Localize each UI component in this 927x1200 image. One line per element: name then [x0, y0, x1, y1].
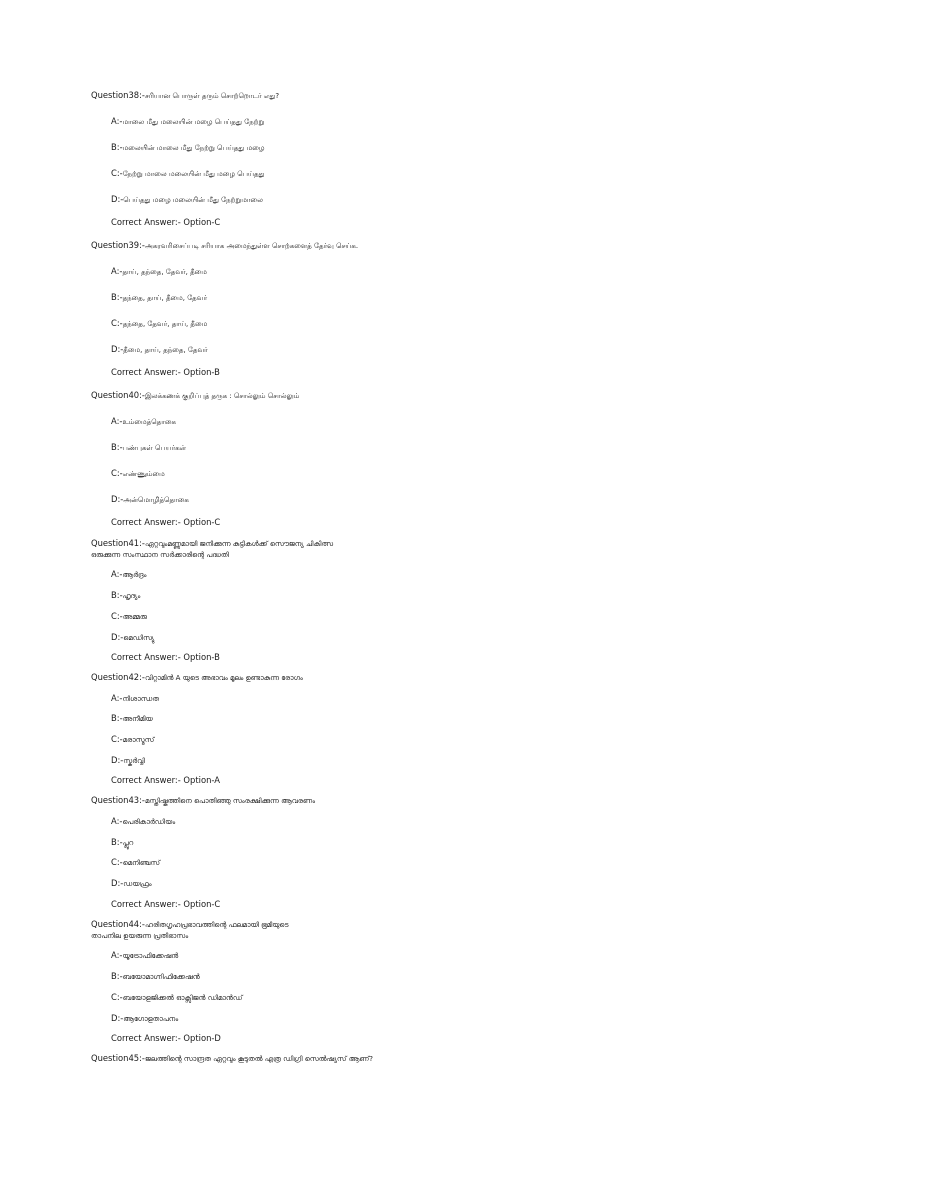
question-label: Question40:-: [91, 390, 145, 400]
option-label: A:-: [111, 950, 123, 960]
option-text: മെനിഞ്ചസ്: [122, 859, 160, 867]
question: [91, 538, 391, 561]
question-text: ജലത്തിന്റെ സാന്ദ്രത ഏറ്റവും കൂടുതൽ എത്ര ഡിഗ്രി സെൽഷ്യസ് ആണ്?: [144, 1055, 373, 1063]
question-text: ഹരിതഗൃഹപ്രഭാവത്തിന്റെ ഫലമായി ഭൂമിയുടെ: [144, 921, 289, 929]
question-label: Question38:-: [91, 90, 145, 100]
option: [111, 632, 154, 644]
option: [111, 292, 207, 304]
option-label: D:-: [111, 194, 124, 204]
option-label: B:-: [111, 713, 123, 723]
option-label: B:-: [111, 590, 123, 600]
option-label: B:-: [111, 837, 123, 847]
question-label: Question42:-: [91, 672, 145, 682]
option-text: പ്ലൂറ: [122, 839, 134, 847]
option-label: A:-: [111, 266, 123, 276]
option: [111, 442, 186, 454]
question-label: Question41:-: [91, 538, 145, 548]
correct-answer: Correct Answer:- Option-A: [111, 775, 220, 785]
question: [91, 390, 299, 402]
question-label: Question39:-: [91, 240, 145, 250]
option-text: ബയോമാഗ്നിഫിക്കേഷൻ: [122, 973, 200, 981]
option-text: ഡയഫ്രം: [123, 880, 152, 888]
option-text: സ്കർവ്വി: [123, 757, 145, 765]
option-text: மாலை மீது மலையின் மழை பெய்தது நேற்று: [122, 118, 265, 126]
option: [111, 857, 160, 869]
option-text: பண்புகள் பெயர்கள்: [122, 444, 187, 452]
option-text: தீமை, தாய், தந்தை, தேவர்: [123, 346, 208, 354]
question-text-line2: താപനില ഉയരുന്ന പ്രതിഭാസം: [91, 932, 189, 940]
question: [91, 90, 279, 102]
option: [111, 713, 153, 725]
option: [111, 468, 165, 480]
correct-answer: Correct Answer:- Option-C: [111, 899, 221, 909]
option: [111, 494, 189, 506]
option-text: நேற்று மாலை மலையின் மீது மழை பெய்தது: [122, 170, 265, 178]
option-label: B:-: [111, 292, 123, 302]
question-text: அகரவரிசைப்படி சரியாக அமைந்துள்ள சொற்களைத் தேர்வு செய்க.: [144, 242, 359, 250]
option: [111, 116, 264, 128]
option-text: உம்மைத்தொகை: [122, 418, 177, 426]
option: [111, 168, 265, 180]
option: [111, 569, 146, 581]
option: [111, 142, 264, 154]
question: [91, 672, 303, 684]
option-text: നിശാന്ധത: [122, 695, 160, 703]
question-label: Question43:-: [91, 795, 145, 805]
option: [111, 1013, 178, 1025]
correct-answer: Correct Answer:- Option-B: [111, 367, 220, 377]
question-text: இலக்கணக் குறிப்புத் தருக : சொல்லும் சொல்லும்: [144, 392, 300, 400]
option: [111, 734, 154, 746]
option-text: അനീമിയ: [122, 715, 153, 723]
option-label: C:-: [111, 857, 123, 867]
option-text: பெய்தது மழை மலையின் மீது நேற்றுமாலை: [123, 196, 263, 204]
option-label: A:-: [111, 816, 123, 826]
option-label: A:-: [111, 116, 123, 126]
option: [111, 611, 147, 623]
correct-answer: Correct Answer:- Option-C: [111, 517, 221, 527]
option-text: പെരികാർഡിയം: [122, 818, 176, 826]
question-text-line2: ഒരുക്കുന്ന സംസ്ഥാന സർക്കാരിന്റെ പദ്ധതി: [91, 551, 229, 559]
question: [91, 795, 315, 807]
question-text: വിറ്റാമിൻ A യുടെ അഭാവം മൂലം ഉണ്ടാകുന്ന രോഗം: [144, 674, 303, 682]
option-text: ആർദ്രം: [122, 571, 147, 579]
question-label: Question45:-: [91, 1053, 145, 1063]
option-label: B:-: [111, 442, 123, 452]
option-text: ബയോളജിക്കൽ ഓക്സിജൻ ഡിമാൻഡ്: [122, 994, 243, 1002]
option: [111, 590, 140, 602]
option-text: எண்ணும்மை: [122, 470, 165, 478]
option-label: D:-: [111, 632, 124, 642]
option: [111, 950, 178, 962]
question-text: ഏറ്റവുംമണ്ണുമായി ജനിക്കുന്ന കുട്ടികൾക്ക് സൌജന്യ ചികിത്സ: [144, 540, 334, 548]
option: [111, 693, 159, 705]
option-label: B:-: [111, 142, 123, 152]
correct-answer: Correct Answer:- Option-B: [111, 652, 220, 662]
option-text: മരാസ്മസ്: [122, 736, 155, 744]
option-text: അമ്മരു: [122, 613, 147, 621]
option: [111, 416, 176, 428]
option-text: മെഡിസ്യു: [123, 634, 155, 642]
option: [111, 837, 133, 849]
option-text: தந்தை, தாய், தீமை, தேவர்: [122, 294, 208, 302]
option: [111, 266, 207, 278]
option: [111, 878, 152, 890]
question-text: சரியான பொருள் தரும் சொற்றொடர் எது?: [144, 92, 280, 100]
option-text: மலையின் மாலை மீது நேற்று பெய்தது மழை: [122, 144, 265, 152]
option-label: C:-: [111, 318, 123, 328]
option-label: C:-: [111, 611, 123, 621]
correct-answer: Correct Answer:- Option-D: [111, 1033, 221, 1043]
option-label: D:-: [111, 878, 124, 888]
option-label: C:-: [111, 734, 123, 744]
option: [111, 971, 200, 983]
option-label: D:-: [111, 1013, 124, 1023]
question: [91, 1053, 373, 1065]
question-text: മസ്തിഷ്കത്തിനെ പൊതിഞ്ഞു സംരക്ഷിക്കുന്ന ആവരണം: [144, 797, 316, 805]
option-text: தாய், தந்தை, தேவர், தீமை: [122, 268, 207, 276]
option-label: C:-: [111, 992, 123, 1002]
option-label: D:-: [111, 494, 124, 504]
option-label: A:-: [111, 569, 123, 579]
question: [91, 240, 358, 252]
option-label: D:-: [111, 344, 124, 354]
option-text: ഹൃദ്യം: [122, 592, 141, 600]
option-label: C:-: [111, 168, 123, 178]
correct-answer: Correct Answer:- Option-C: [111, 217, 221, 227]
option-text: യൂട്രോഫിക്കേഷൻ: [122, 952, 179, 960]
option: [111, 992, 243, 1004]
option-text: ആഗോളതാപനം: [123, 1015, 179, 1023]
option: [111, 344, 208, 356]
option: [111, 194, 263, 206]
option: [111, 318, 207, 330]
option-label: C:-: [111, 468, 123, 478]
option-label: A:-: [111, 416, 123, 426]
question-label: Question44:-: [91, 919, 145, 929]
option-text: அன்மொழித்தொகை: [123, 496, 189, 504]
option: [111, 755, 145, 767]
question: [91, 919, 391, 942]
option: [111, 816, 175, 828]
option-text: தந்தை, தேவர், தாய், தீமை: [122, 320, 208, 328]
option-label: D:-: [111, 755, 124, 765]
option-label: B:-: [111, 971, 123, 981]
option-label: A:-: [111, 693, 123, 703]
